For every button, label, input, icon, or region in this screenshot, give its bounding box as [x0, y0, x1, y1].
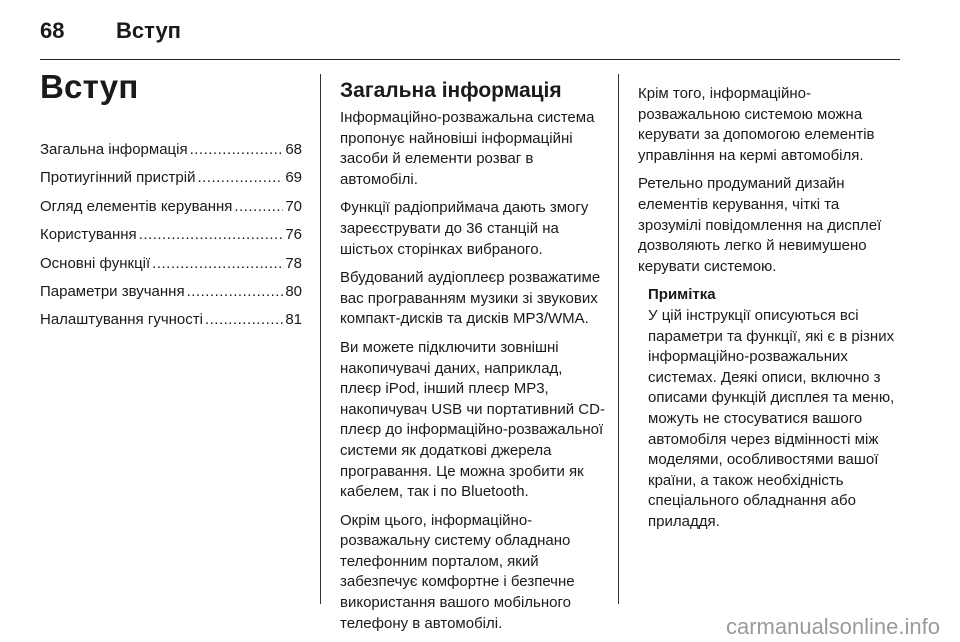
toc-entry-page: 70	[285, 197, 302, 215]
toc-entry[interactable]	[40, 221, 302, 249]
note-text: У цій інструкції описуються всі параметри та функції, які є в різних інформаційно-розважальних системах. Деякі описи, включно з описами функцій дисплея та меню, можуть не стосуватися вашого автомобіля через відмінності між моделями, особливостями вашої країни, а також необхідність спеціального обладнання або приладдя.	[648, 306, 895, 530]
note-title: Примітка	[648, 286, 716, 304]
toc-entry-page: 81	[285, 311, 302, 329]
toc-entry-label: Основні функції	[40, 254, 151, 272]
toc-entry-label: Загальна інформація	[40, 141, 188, 158]
toc-entry-label: Користування	[40, 226, 137, 244]
toc-entry-page: 80	[285, 282, 302, 300]
page-header	[40, 14, 900, 50]
toc-leader-dots	[190, 136, 284, 164]
paragraph: Функції радіоприймача дають змогу зареєструвати до 36 станцій на шістьох сторінках вибраного.	[340, 199, 589, 258]
table-of-contents	[40, 136, 302, 335]
note-block	[648, 285, 906, 532]
toc-entry-label: Налаштування гучності	[40, 311, 203, 329]
paragraph: Ретельно продуманий дизайн елементів керування, чіткі та зрозумілі повідомлення на дисплеї дозволяють легко й невимушено керувати системою.	[638, 175, 882, 275]
continuation-column	[638, 84, 906, 532]
toc-leader-dots	[187, 278, 284, 306]
paragraph: Вбудований аудіоплеєр розважатиме вас програванням музики зі звукових компакт-дисків та дисків MP3/WMA.	[340, 269, 601, 328]
section-title: Загальна інформація	[340, 79, 562, 102]
toc-entry-page: 78	[285, 254, 302, 272]
toc-entry[interactable]	[40, 306, 302, 334]
toc-entry-label: Огляд елементів керування	[40, 197, 233, 215]
toc-entry[interactable]	[40, 193, 302, 221]
toc-entry-label: Параметри звучання	[40, 282, 185, 300]
toc-column	[40, 68, 302, 335]
section-column	[340, 79, 606, 642]
toc-entry[interactable]	[40, 136, 302, 164]
paragraph: Крім того, інформаційно-розважальною системою можна керувати за допомогою елементів управління на кермі автомобіля.	[638, 85, 875, 164]
column-divider	[320, 74, 321, 604]
toc-leader-dots	[139, 221, 284, 249]
column-divider	[618, 74, 619, 604]
watermark: carmanualsonline.info	[725, 614, 940, 639]
toc-entry[interactable]	[40, 250, 302, 278]
toc-entry-page: 69	[285, 169, 302, 187]
toc-leader-dots	[152, 250, 283, 278]
paragraph: Окрім цього, інформаційно-розважальну систему обладнано телефонним порталом, який забезпечує комфортне і безпечне використання вашого мобільного телефону в автомобілі.	[340, 511, 575, 632]
running-title: Вступ	[116, 18, 181, 43]
toc-leader-dots	[197, 164, 283, 192]
header-rule	[40, 59, 900, 60]
chapter-title: Вступ	[40, 68, 139, 105]
toc-entry-label: Протиугінний пристрій	[40, 169, 196, 187]
paragraph: Інформаційно-розважальна система пропонує найновіші інформаційні засоби й елементи розваг в автомобілі.	[340, 109, 595, 188]
toc-entry-page: 68	[285, 141, 302, 158]
toc-entry-page: 76	[285, 226, 302, 244]
toc-leader-dots	[205, 306, 283, 334]
toc-entry[interactable]	[40, 164, 302, 192]
toc-leader-dots	[234, 193, 283, 221]
paragraph: Ви можете підключити зовнішні накопичувачі даних, наприклад, плеєр iPod, інший плеєр MP3, накопичувач USB чи портативний CD-плеєр до інформаційно-розважальної системи як додаткові джерела програвання. Це можна зробити як кабелем, так і по Bluetooth.	[340, 338, 605, 501]
page-number: 68	[40, 18, 65, 43]
toc-entry[interactable]	[40, 278, 302, 306]
